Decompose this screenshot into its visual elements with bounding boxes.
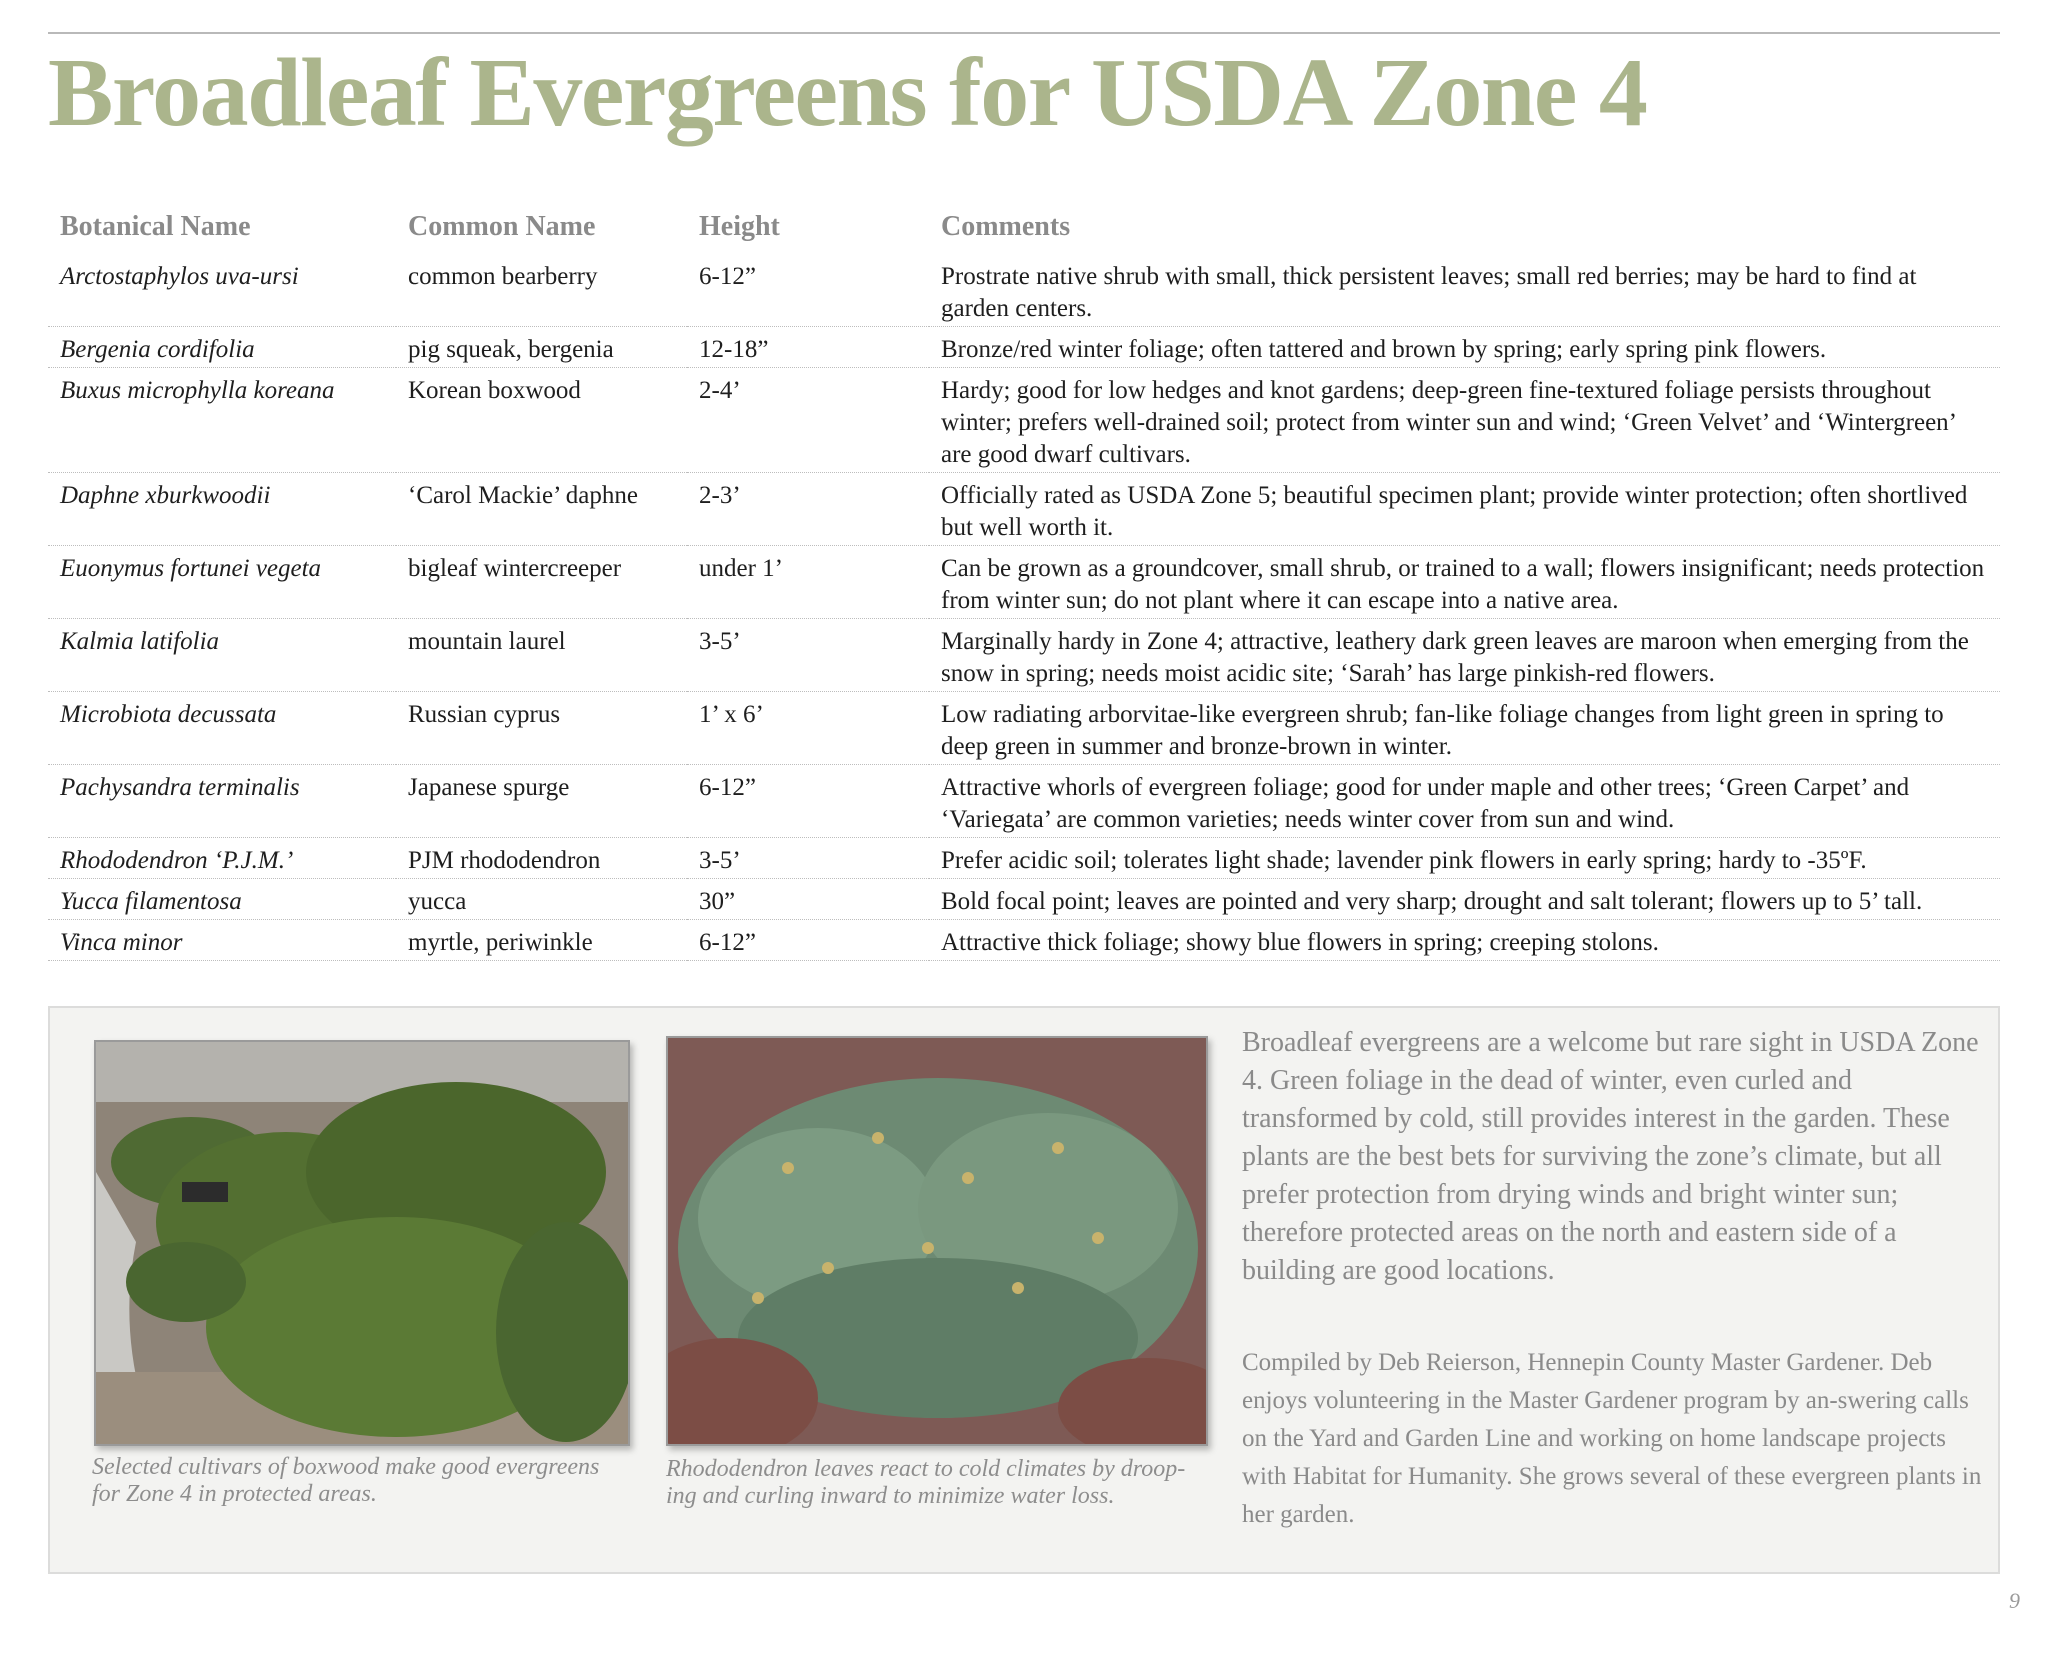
- height-cell: 1’ x 6’: [687, 692, 929, 765]
- table-row: [48, 920, 2000, 961]
- comments-cell: Marginally hardy in Zone 4; attractive, leathery dark green leaves are maroon when emerging from the snow in spring; needs moist acidic site; ‘Sarah’ has large pinkish-red flowers.: [929, 619, 2000, 692]
- botanical-name-cell: Euonymus fortunei vegeta: [48, 546, 396, 619]
- table-row: [48, 765, 2000, 838]
- table-row: [48, 368, 2000, 473]
- table-row: [48, 619, 2000, 692]
- comments-cell: Prefer acidic soil; tolerates light shade; lavender pink flowers in early spring; hardy to -35ºF.: [929, 838, 2000, 879]
- rhododendron-photo: [666, 1036, 1208, 1446]
- intro-paragraph: Broadleaf evergreens are a welcome but rare sight in USDA Zone 4. Green foliage in the dead of winter, even curled and transformed by cold, still provides interest in the garden. These plants are the best bets for surviving the zone’s climate, but all prefer protection from drying winds and bright winter sun; therefore protected areas on the north and eastern side of a building are good locations.: [1242, 1027, 1979, 1286]
- table-row: [48, 692, 2000, 765]
- comments-cell: Prostrate native shrub with small, thick persistent leaves; small red berries; may be hard to find at garden centers.: [929, 254, 2000, 327]
- common-name-cell: common bearberry: [396, 254, 687, 327]
- common-name-cell: Russian cyprus: [396, 692, 687, 765]
- header-common-name: Common Name: [408, 211, 596, 242]
- height-cell: 2-4’: [687, 368, 929, 473]
- height-cell: 6-12”: [687, 920, 929, 961]
- botanical-name-cell: Pachysandra terminalis: [48, 765, 396, 838]
- botanical-name-cell: Daphne xburkwoodii: [48, 473, 396, 546]
- botanical-name-cell: Kalmia latifolia: [48, 619, 396, 692]
- height-cell: 6-12”: [687, 765, 929, 838]
- rhododendron-image: [668, 1038, 1206, 1444]
- common-name-cell: Korean boxwood: [396, 368, 687, 473]
- height-cell: 2-3’: [687, 473, 929, 546]
- table-row: [48, 546, 2000, 619]
- comments-cell: Can be grown as a groundcover, small shrub, or trained to a wall; flowers insignificant; needs protection from winter sun; do not plant where it can escape into a native area.: [929, 546, 2000, 619]
- boxwood-caption: Selected cultivars of boxwood make good evergreens for Zone 4 in protected areas.: [92, 1454, 600, 1507]
- header-height: Height: [699, 211, 780, 242]
- common-name-cell: Japanese spurge: [396, 765, 687, 838]
- table-row: [48, 254, 2000, 327]
- botanical-name-cell: Yucca filamentosa: [48, 879, 396, 920]
- botanical-name-cell: Buxus microphylla koreana: [48, 368, 396, 473]
- page-number: 9: [2009, 1588, 2020, 1613]
- common-name-cell: mountain laurel: [396, 619, 687, 692]
- header-comments: Comments: [941, 211, 1071, 242]
- botanical-name-cell: Vinca minor: [48, 920, 396, 961]
- comments-cell: Hardy; good for low hedges and knot gardens; deep-green fine-textured foliage persists throughout winter; prefers well-drained soil; protect from winter sun and wind; ‘Green Velvet’ and ‘Wintergreen’ are good dwarf cultivars.: [929, 368, 2000, 473]
- boxwood-image: [96, 1042, 628, 1444]
- comments-cell: Attractive whorls of evergreen foliage; good for under maple and other trees; ‘Green Carpet’ and ‘Variegata’ are common varieties; needs winter cover from sun and wind.: [929, 765, 2000, 838]
- height-cell: 3-5’: [687, 619, 929, 692]
- common-name-cell: PJM rhododendron: [396, 838, 687, 879]
- common-name-cell: bigleaf wintercreeper: [396, 546, 687, 619]
- table-row: [48, 327, 2000, 368]
- comments-cell: Officially rated as USDA Zone 5; beautiful specimen plant; provide winter protection; often shortlived but well worth it.: [929, 473, 2000, 546]
- botanical-name-cell: Microbiota decussata: [48, 692, 396, 765]
- page-title: Broadleaf Evergreens for USDA Zone 4: [48, 39, 1647, 147]
- table-row: [48, 473, 2000, 546]
- botanical-name-cell: Arctostaphylos uva-ursi: [48, 254, 396, 327]
- comments-cell: Low radiating arborvitae-like evergreen shrub; fan-like foliage changes from light green in spring to deep green in summer and bronze-brown in winter.: [929, 692, 2000, 765]
- table-row: [48, 838, 2000, 879]
- common-name-cell: pig squeak, bergenia: [396, 327, 687, 368]
- comments-cell: Bronze/red winter foliage; often tattered and brown by spring; early spring pink flowers.: [929, 327, 2000, 368]
- common-name-cell: yucca: [396, 879, 687, 920]
- common-name-cell: ‘Carol Mackie’ daphne: [396, 473, 687, 546]
- height-cell: under 1’: [687, 546, 929, 619]
- height-cell: 3-5’: [687, 838, 929, 879]
- comments-cell: Attractive thick foliage; showy blue flowers in spring; creeping stolons.: [929, 920, 2000, 961]
- height-cell: 30”: [687, 879, 929, 920]
- common-name-cell: myrtle, periwinkle: [396, 920, 687, 961]
- botanical-name-cell: Rhododendron ‘P.J.M.’: [48, 838, 396, 879]
- plant-table: [48, 200, 2000, 961]
- table-header-row: [48, 200, 2000, 254]
- botanical-name-cell: Bergenia cordifolia: [48, 327, 396, 368]
- table-row: [48, 879, 2000, 920]
- rhododendron-caption: Rhododendron leaves react to cold climates by droop-ing and curling inward to minimize water loss.: [666, 1456, 1186, 1509]
- boxwood-photo: [94, 1040, 630, 1446]
- height-cell: 12-18”: [687, 327, 929, 368]
- comments-cell: Bold focal point; leaves are pointed and very sharp; drought and salt tolerant; flowers up to 5’ tall.: [929, 879, 2000, 920]
- credit-paragraph: Compiled by Deb Reierson, Hennepin County Master Gardener. Deb enjoys volunteering in the Master Gardener program by an-swering calls on the Yard and Garden Line and working on home landscape projects with Habitat for Humanity. She grows several of these evergreen plants in her garden.: [1242, 1349, 1982, 1528]
- header-botanical-name: Botanical Name: [60, 211, 251, 242]
- height-cell: 6-12”: [687, 254, 929, 327]
